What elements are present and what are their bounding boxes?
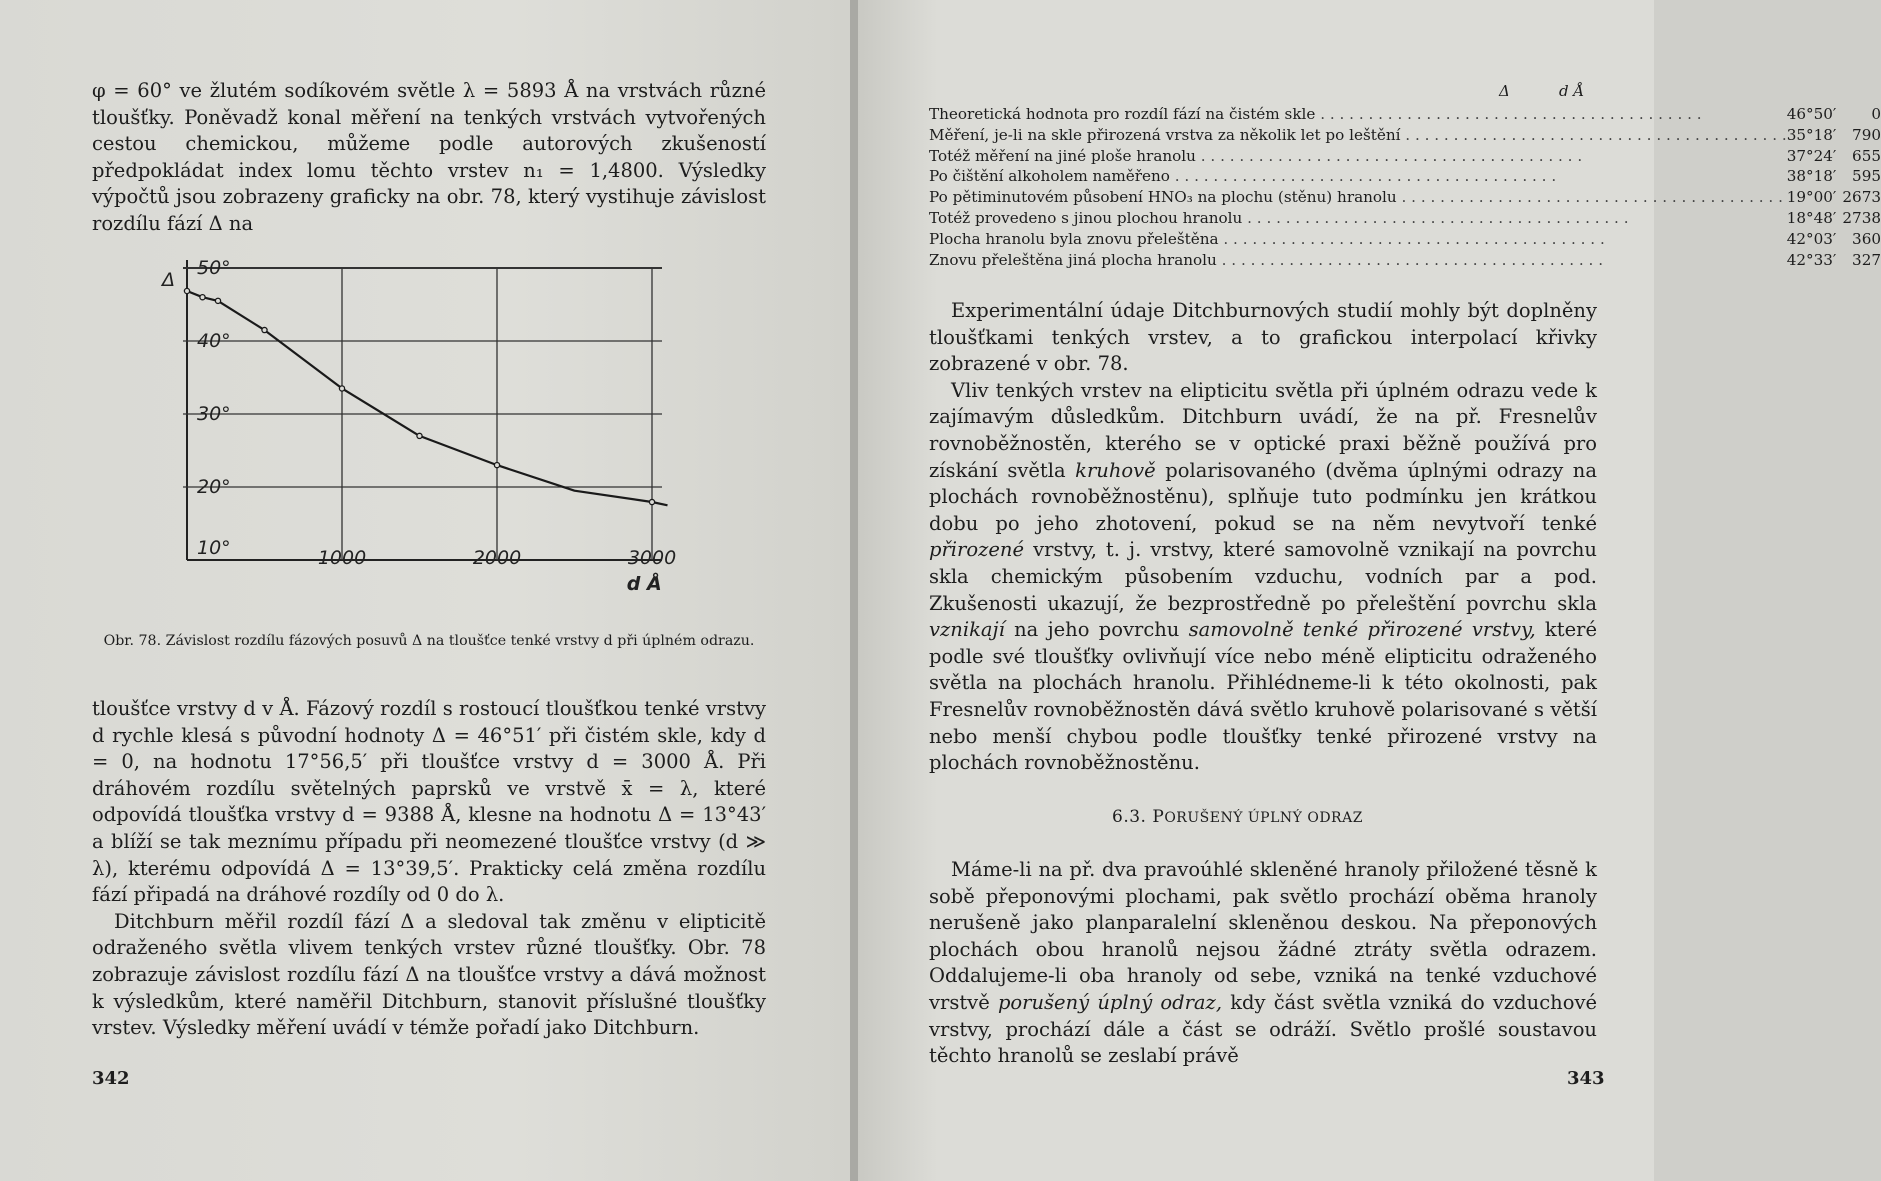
table-row-label [929,125,1787,146]
section-heading [1112,807,1512,827]
y-tick-label: 50° [197,257,231,279]
right-paragraph-3 [929,857,1597,1070]
y-tick-label: 20° [197,476,231,498]
y-tick-label: 30° [197,403,231,425]
page-number-left: 342 [92,1068,130,1089]
table-row-angle: 19°00′ [1786,188,1837,207]
data-point [262,327,267,332]
p3-text-a: Máme-li na př. dva pravoúhlé skleněné hranoly přiložené těsně k sobě přeponovými plochami, pak světlo prochází oběma hranoly nerušeně jako planparalelní skleněnou deskou. Na přeponových plochách obou hranolů nejsou žádné ztráty světla odrazem. Oddalujeme-li oba hranoly od sebe, vzniká na tenké vzduchové vrstvě [929,858,1597,1014]
table-head-angle: Δ [1499,82,1510,100]
p3-text-b: kdy část světla vzniká do vzduchové vrstvy, prochází dále a část se odráží. Světlo prošlé soustavou těchto hranolů se zeslabí právě [929,990,1598,1068]
table-row [929,229,1881,250]
table-row-thickness: 655 [1852,146,1881,165]
table-row-angle: 35°18′ [1786,125,1837,144]
row-label-text: Totéž měření na jiné ploše hranolu [929,146,1196,165]
x-tick-label: 2000 [472,547,522,569]
left-top-text [92,78,766,238]
table-row-angle: 46°50′ [1786,105,1837,123]
table-row [929,146,1881,167]
table-row-thickness: 2673 [1842,188,1881,207]
table-row [929,187,1881,208]
table-row-thickness: 0 [1871,105,1881,123]
figure-78-chart [92,250,772,610]
row-label-text: Měření, je-li na skle přirozená vrstva za několik let po leštění [929,125,1401,144]
p2-emph-1: kruhově [1075,458,1156,482]
table-row [929,208,1881,229]
table-row-thickness: 595 [1852,167,1881,186]
table-row-angle: 42°03′ [1786,229,1837,248]
left-lower-text [92,696,766,1042]
data-point [184,288,189,293]
right-paragraph-2 [929,378,1597,777]
table-row-label [929,229,1787,250]
y-axis-label: Δ [162,269,175,291]
figure-78 [92,250,772,670]
x-axis-label: d Å [626,573,662,595]
row-label-text: Po čištění alkoholem naměřeno [929,167,1170,186]
p2-text-c: vrstvy, t. j. vrstvy, které samovolně vznikají na povrchu skla chemickým působením vzduchu, vodních par a pod. Zkušenosti ukazují, že bezprostředně po přeleštění povrchu skla [929,538,1597,615]
leader-dots: . . . . . . . . . . . . . . . . . . . . . . . . . . . . . . . . . . . . . . . . [1396,188,1783,207]
p2-emph-3: vznikají [929,618,1005,642]
section-title-rest: ORUŠENÝ ÚPLNÝ ODRAZ [1164,810,1363,826]
table-row [929,104,1881,125]
row-label-text: Totéž provedeno s jinou plochou hranolu [929,208,1243,227]
p2-emph-2: přirozené [929,538,1025,562]
table-row [929,250,1881,271]
x-tick-label: 3000 [627,547,677,569]
series-line [187,291,668,505]
leader-dots: . . . . . . . . . . . . . . . . . . . . . . . . . . . . . . . . . . . . . . . . [1218,229,1605,248]
y-tick-label: 40° [197,330,231,352]
page-number-right: 343 [1567,1068,1605,1089]
data-point [649,499,654,504]
left-paragraph-2: tloušťce vrstvy d v Å. Fázový rozdíl s rostoucí tloušťkou tenké vrstvy d rychle klesá s původní hodnoty Δ = 46°51′ při čistém skle, kdy d = 0, na hodnotu 17°56,5′ při tloušťce vrstvy d = 3000 Å. Při dráhovém rozdílu světelných paprsků ve vrstvě x̄ = λ, které odpovídá tloušťka vrstvy d = 9388 Å, klesne na hodnotu Δ = 13°43′ a blíží se tak meznímu případu při neomezené tloušťce vrstvy (d ≫ λ), kterému odpovídá Δ = 13°39,5′. Prakticky celá změna rozdílu fází připadá na dráhové rozdíly od 0 do λ. [92,697,766,907]
p2-emph-4: samovolně tenké přirozené vrstvy, [1188,618,1536,642]
x-tick-label: 1000 [317,547,367,569]
table-row [929,125,1881,146]
data-point [417,433,422,438]
right-upper-text [929,298,1597,777]
data-point [200,295,205,300]
table-row-thickness: 2738 [1842,208,1881,227]
table-row-label [929,187,1787,208]
p2-text-a: Vliv tenkých vrstev na elipticitu světla při úplném odrazu vede k zajímavým důsledkům. Ditchburn uvádí, že na př. Fresnelův rovnoběžnostěn, kterého se v optické praxi běžně používá pro získání světla [929,378,1597,482]
right-paragraph-1: Experimentální údaje Ditchburnových studií mohly být doplněny tloušťkami tenkých vrstev, a to grafickou interpolací křivky zobrazené v obr. 78. [929,299,1597,376]
table-row-angle: 38°18′ [1786,167,1837,186]
book-gutter [850,0,858,1181]
table-row-thickness: 327 [1852,250,1881,269]
figure-caption: Obr. 78. Závislost rozdílu fázových posuvů Δ na tloušťce tenké vrstvy d při úplném odrazu. [103,633,755,649]
table-row-thickness: 790 [1852,125,1881,144]
table-row-angle: 18°48′ [1786,208,1837,227]
leader-dots: . . . . . . . . . . . . . . . . . . . . . . . . . . . . . . . . . . . . . . . . [1195,146,1583,165]
table-row-label [929,250,1787,271]
table-row [929,166,1881,187]
data-point [215,298,220,303]
table-row-label [929,146,1787,167]
section-number: 6.3. [1112,807,1147,827]
right-lower-text [929,857,1597,1070]
table-row-angle: 42°33′ [1786,250,1837,269]
leader-dots: . . . . . . . . . . . . . . . . . . . . . . . . . . . . . . . . . . . . . . . . [1315,105,1702,123]
section-title-initial: P [1152,807,1165,827]
p3-emph-1: porušený úplný odraz, [997,990,1223,1014]
table-row-label [929,166,1787,187]
p2-text-e: které podle své tloušťky ovlivňují více nebo méně elipticitu odraženého světla na plochách hranolu. Přihlédneme-li k této okolnosti, pak Fresnelův rovnoběžnostěn dává světlo kruhově polarisované s větší nebo menší chybou podle tloušťky tenké přirozené vrstvy na plochách rovnoběžnostěnu. [929,618,1597,775]
table-head-thickness: d Å [1559,82,1585,100]
y-tick-label: 10° [197,537,231,559]
leader-dots: . . . . . . . . . . . . . . . . . . . . . . . . . . . . . . . . . . . . . . . . [1216,250,1604,269]
leader-dots: . . . . . . . . . . . . . . . . . . . . . . . . . . . . . . . . . . . . . . . . [1169,167,1557,186]
row-label-text: Plocha hranolu byla znovu přeleštěna [929,229,1219,248]
p2-text-d: na jeho povrchu [1004,618,1189,642]
measurement-table [929,104,1881,270]
row-label-text: Znovu přeleštěna jiná plocha hranolu [929,250,1217,269]
data-point [494,463,499,468]
row-label-text: Po pětiminutovém působení HNO₃ na plochu (stěnu) hranolu [929,188,1397,207]
left-paragraph-3: Ditchburn měřil rozdíl fází Δ a sledoval tak změnu v elipticitě odraženého světla vlivem tenkých vrstev různé tloušťky. Obr. 78 zobrazuje závislost rozdílu fází Δ na tloušťce vrstvy a dává možnost k výsledkům, které naměřil Ditchburn, stanovit příslušné tloušťky vrstev. Výsledky měření uvádí v témže pořadí jako Ditchburn. [92,909,766,1040]
leader-dots: . . . . . . . . . . . . . . . . . . . . . . . . . . . . . . . . . . . . . . . . [1400,125,1787,144]
data-point [339,386,344,391]
p2-text-b: polarisovaného (dvěma úplnými odrazy na plochách rovnoběžnostěnu), splňuje tuto podmínku jen krátkou dobu po jeho zhotovení, pokud se na něm nevytvoří tenké [929,458,1597,535]
table-row-angle: 37°24′ [1786,146,1837,165]
left-top-paragraph: φ = 60° ve žlutém sodíkovém světle λ = 5893 Å na vrstvách různé tloušťky. Poněvadž konal měření na tenkých vrstvách vytvořených cestou chemickou, můžeme podle autorových zkušeností předpokládat index lomu těchto vrstev n₁ = 1,4800. Výsledky výpočtů jsou zobrazeny graficky na obr. 78, který vystihuje závislost rozdílu fází Δ na [92,79,766,235]
row-label-text: Theoretická hodnota pro rozdíl fází na čistém skle [929,105,1316,123]
table-row-label [929,208,1787,229]
table-row-thickness: 360 [1852,229,1881,248]
table-row-label [929,104,1787,125]
leader-dots: . . . . . . . . . . . . . . . . . . . . . . . . . . . . . . . . . . . . . . . . [1242,208,1629,227]
